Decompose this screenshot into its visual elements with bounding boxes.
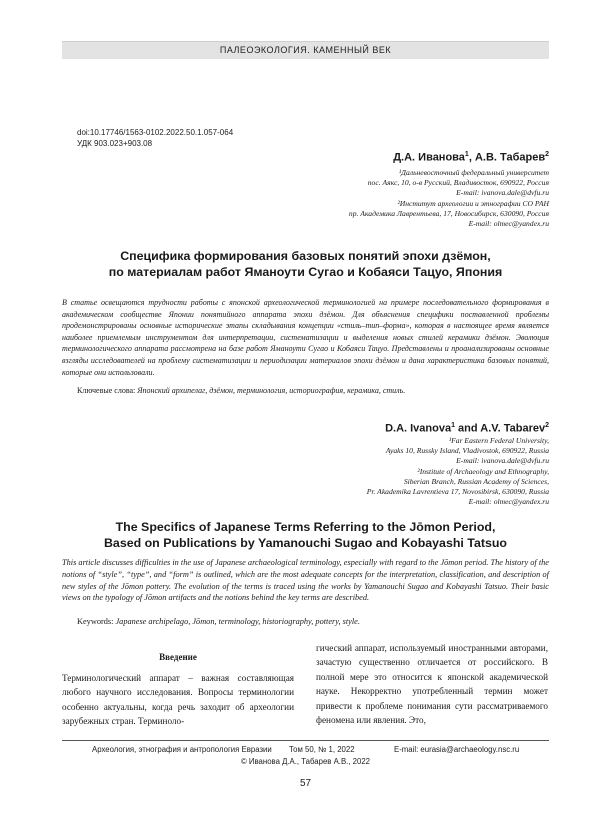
en-affiliations xyxy=(367,436,549,507)
en-keywords-label: Keywords: xyxy=(77,617,116,626)
ru-abstract: В статье освещаются трудности работы с японской археологической терминологией на примере последовательного формирования в академическом сообществе Японии понятийного аппарата эпохи дзёмон. Для объяснения специфики поставленной проблемы продемонстрированы основные исторические этапы складывания концепции «стиль–тип–форма», которая в настоящее время является наиболее приемлемым инструментом для интерпретации, систематизации и выделения новых стилей керамики дзёмон. Эволюция терминологического аппарата рассмотрена на базе работ Яманоути Сугао и Кобаяси Тацуо. Представлены и проанализированы основные взгляды исследователей на проблему систематизации и периодизации материалов эпохи дзёмон и дана характеристика базовых понятий, которые они использовали. xyxy=(62,298,549,377)
ru-author-sep: , xyxy=(468,151,475,164)
ru-aff-line: E-mail: ivanova.dale@dvfu.ru xyxy=(456,188,549,198)
body-column-1: Терминологический аппарат – важная составляющая любого научного исследования. Вопросы терминологии особенно актуальны, когда речь заходит об археологии зарубежных стран. Терминоло- xyxy=(62,673,294,727)
ru-author-1: Д.А. Иванова xyxy=(393,151,465,164)
en-keywords xyxy=(77,617,360,626)
ru-author-2-sup: 2 xyxy=(545,151,549,158)
footer-journal: Археология, этнография и антропология Евразии xyxy=(92,745,272,754)
en-aff-line: Siberian Branch, Russian Academy of Sciences, xyxy=(403,476,549,486)
footer-copyright: © Иванова Д.А., Табарев А.В., 2022 xyxy=(240,757,370,766)
en-author-2-sup: 2 xyxy=(545,422,549,429)
en-aff-line: E-mail: olmec@yandex.ru xyxy=(468,497,549,507)
en-keywords-value: Japanese archipelago, Jōmon, terminology, historiography, pottery, style. xyxy=(115,617,360,626)
en-authors xyxy=(385,422,549,435)
body-column-2: гический аппарат, используемый иностранными авторами, зачастую существенно отличается от российского. В полной мере это относится к японской академической науке. Некорректно употребленный термин может привести к проблеме понимания сути рассматриваемого феномена или явления. Это, xyxy=(316,643,548,726)
en-aff-line: ²Institute of Archaeology and Ethnography, xyxy=(417,466,549,476)
en-author-sep: and xyxy=(455,422,481,435)
ru-author-1-sup: 1 xyxy=(464,151,469,158)
ru-aff-line: пр. Академика Лаврентьева, 17, Новосибирск, 630090, Россия xyxy=(348,208,549,218)
ru-keywords-value: Японский архипелаг, дзёмон, терминология, историография, керамика, стиль. xyxy=(137,386,406,395)
udk: УДК 903.023+903.08 xyxy=(77,139,153,148)
en-author-1: D.A. Ivanova xyxy=(385,422,452,435)
en-title xyxy=(62,519,549,551)
en-title-line-2: Based on Publications by Yamanouchi Sugao and Kobayashi Tatsuo xyxy=(103,536,507,550)
page-number: 57 xyxy=(299,778,312,789)
en-aff-line: ¹Far Eastern Federal University, xyxy=(448,436,549,445)
ru-title xyxy=(62,248,549,280)
footer-email: E-mail: eurasia@archaeology.nsc.ru xyxy=(394,745,520,754)
section-header: ПАЛЕОЭКОЛОГИЯ. КАМЕННЫЙ ВЕК xyxy=(62,41,549,59)
ru-aff-line: E-mail: olmec@yandex.ru xyxy=(468,219,549,229)
ru-affiliations xyxy=(349,168,549,229)
en-abstract: This article discusses difficulties in the use of Japanese archaeological terminology, especially with regard to the Jōmon period. The history of the notions of “style”, “type”, and “form” is outlined, which are the most adequate concepts for the interpretation, classification, and description of new styles of the Jōmon pottery. The evolution of the terms is traced using the works by Yamanouchi Sugao and Kobayashi Tatsuo. Their basic views on the typology of Jōmon artifacts and the notions behind the key terms are described. xyxy=(62,558,549,603)
ru-aff-line: ¹Дальневосточный федеральный университет xyxy=(398,168,549,177)
en-author-2: A.V. Tabarev xyxy=(480,422,546,435)
ru-authors xyxy=(393,151,549,164)
ru-title-line-2: по материалам работ Яманоути Сугао и Кобаяси Тацуо, Япония xyxy=(108,265,503,279)
en-aff-line: E-mail: ivanova.dale@dvfu.ru xyxy=(456,456,549,466)
en-title-line-1: The Specifics of Japanese Terms Referring to the Jōmon Period, xyxy=(115,520,496,534)
en-author-1-sup: 1 xyxy=(451,422,455,429)
ru-keywords-label: Ключевые слова: xyxy=(77,386,138,395)
ru-author-2: А.В. Табарев xyxy=(474,151,546,164)
intro-heading: Введение xyxy=(159,652,197,662)
doi: doi:10.17746/1563-0102.2022.50.1.057-064 xyxy=(77,128,234,137)
en-aff-line: Ayaks 10, Russky Island, Vladivostok, 690922, Russia xyxy=(385,446,549,456)
footer-volume: Том 50, № 1, 2022 xyxy=(289,745,355,754)
en-aff-line: Pr. Akademika Lavrentieva 17, Novosibirsk, 630090, Russia xyxy=(366,487,549,497)
ru-title-line-1: Специфика формирования базовых понятий эпохи дзёмон, xyxy=(120,249,491,263)
ru-keywords xyxy=(77,386,405,395)
footer-divider xyxy=(62,740,549,741)
ru-aff-line: пос. Аякс, 10, о-в Русский, Владивосток, 690922, Россия xyxy=(367,178,549,188)
ru-aff-line: ²Институт археологии и этнографии СО РАН xyxy=(397,198,549,208)
